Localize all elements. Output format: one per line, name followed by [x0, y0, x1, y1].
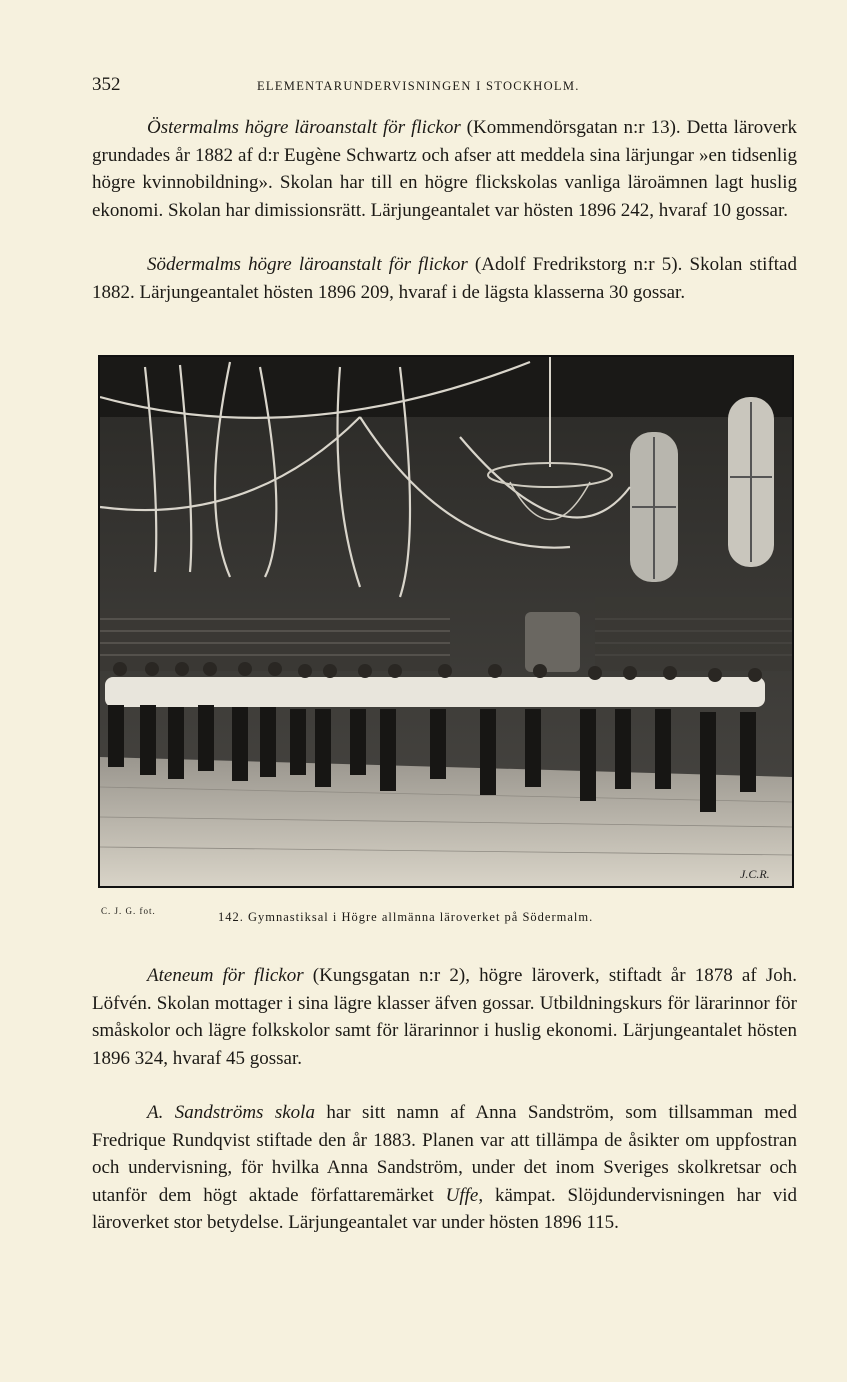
photo-credit: C. J. G. fot. [101, 906, 156, 916]
paragraph-ostermalm [92, 114, 797, 224]
paragraph-text: , kämpat. Slöjdundervisningen har vid läroverket stor betydelse. Lärjungeantalet var under hösten 1896 115. [92, 1184, 797, 1234]
paragraph-text: (Kungsgatan n:r 2), högre läroverk, stiftadt år 1878 af Joh. Löfvén. Skolan mottager i sina lägre klasser äfven gossar. Utbildningskurs för lärarinnor för småskolor och lägre folkskolor samt för lärarinnor i huslig ekonomi. Lärjungeantalet hösten 1896 324, hvaraf 45 gossar. [92, 965, 798, 1069]
page-number: 352 [92, 74, 121, 95]
paragraph-ateneum [92, 962, 797, 1072]
paragraph-sodermalm [92, 251, 797, 306]
paragraph-text: (Adolf Fredrikstorg n:r 5). Skolan stiftad 1882. Lärjungeantalet hösten 1896 209, hvaraf i de lägsta klasserna 30 gossar. [92, 254, 797, 303]
pen-name: Uffe [445, 1184, 479, 1206]
figure-caption: 142. Gymnastiksal i Högre allmänna läroverket på Södermalm. [218, 910, 594, 924]
school-name-ateneum: Ateneum för flickor [147, 965, 304, 986]
paragraph-text: (Kommendörsgatan n:r 13). Detta läroverk grundades år 1882 af d:r Eugène Schwartz och afser att meddela sina lärjungar »en tidsenlig högre kvinnobildning». Skolan har till en högre flickskolas vanliga läroämnen lagt huslig ekonomi. Skolan har dimissionsrätt. Lärjungeantalet var hösten 1896 242, hvaraf 10 gossar. [92, 117, 797, 221]
photo-signature: J.C.R. [740, 867, 770, 881]
page-header [92, 74, 782, 96]
paragraph-sandstrom [92, 1099, 797, 1237]
school-name-ostermalm: Östermalms högre läroanstalt för flickor [147, 117, 461, 138]
gymnasium-photograph [98, 355, 794, 888]
running-head: ELEMENTARUNDERVISNINGEN I STOCKHOLM. [257, 79, 580, 93]
school-name-sodermalm: Södermalms högre läroanstalt för flickor [147, 254, 468, 275]
school-name-sandstrom: A. Sandströms skola [147, 1102, 315, 1123]
paragraph-text: har sitt namn af Anna Sandström, som tillsamman med Fredrique Rundqvist stiftade den år 1883. Planen var att tillämpa de åsikter om uppfostran och undervisning, för hvilka Anna Sandström, under det inom Sveriges skolkretsar och utanför dem högt aktade författaremärket [92, 1102, 797, 1206]
